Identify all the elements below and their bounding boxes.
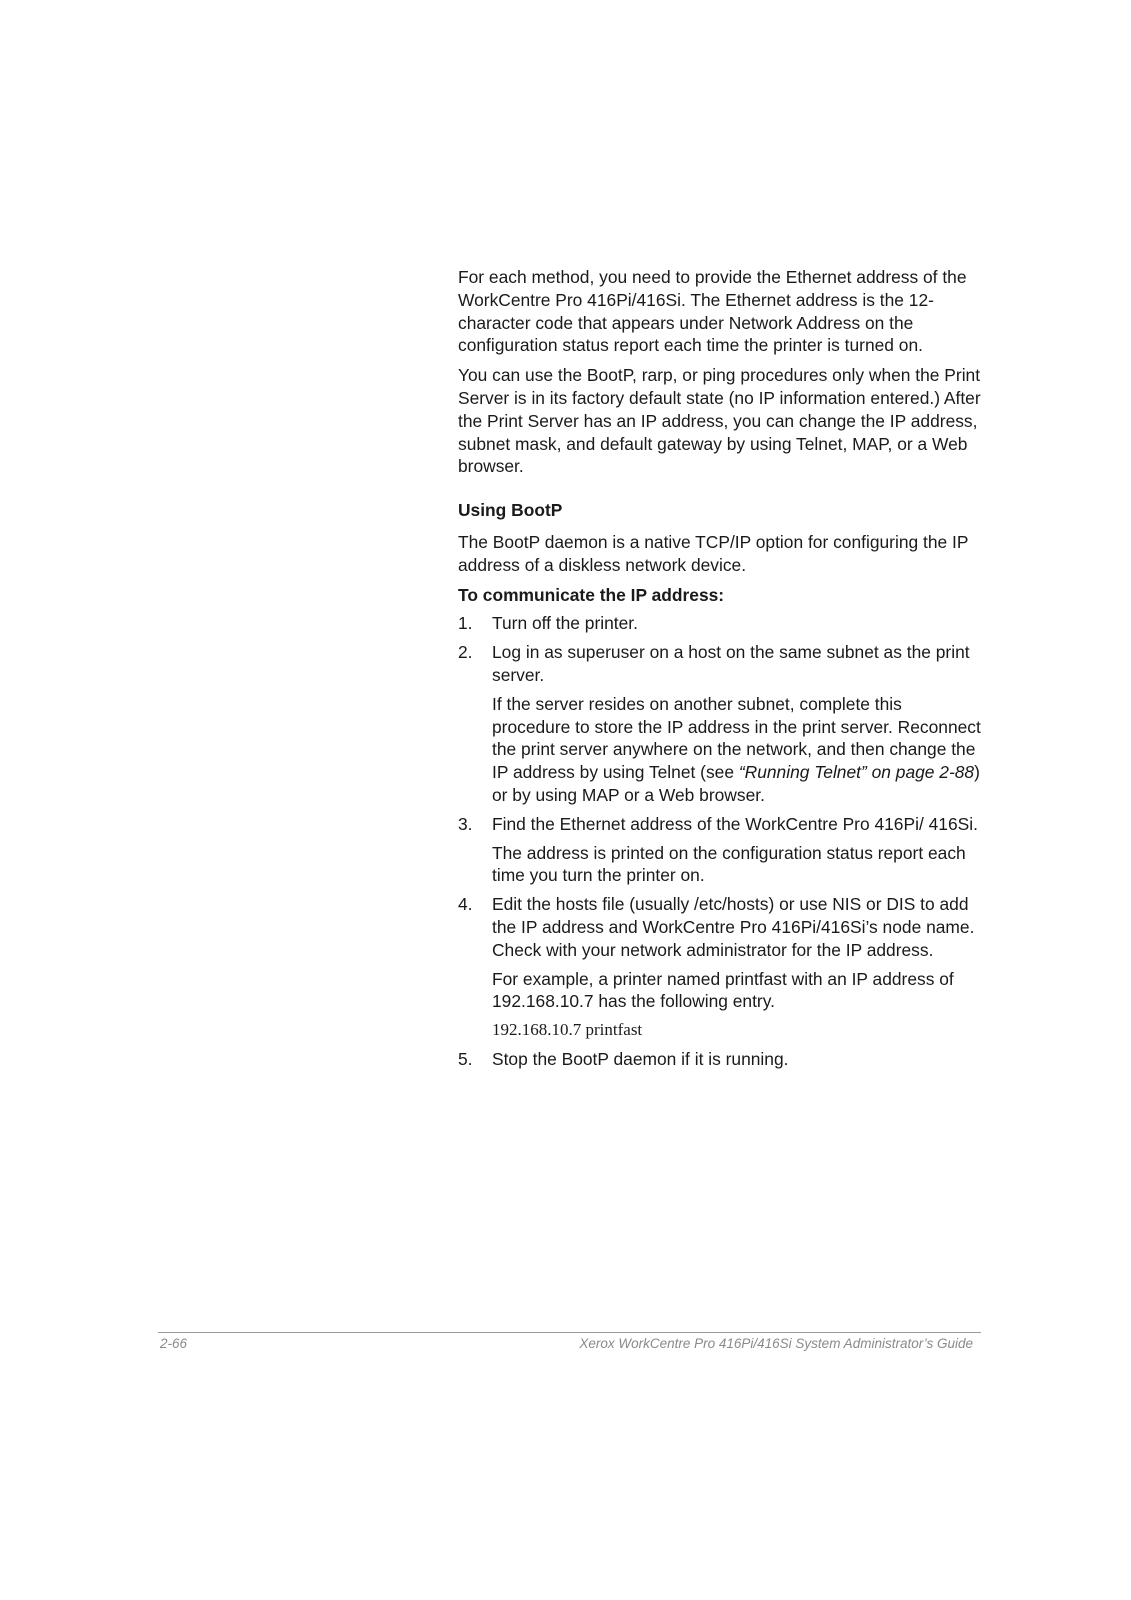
step-item (458, 813, 983, 887)
step-note-text: If the server resides on another subnet, complete this procedure to store the IP address in the print server. Reconnect the print server anywhere on the network, and then change the IP address by using Telnet (see (492, 693, 981, 783)
section-heading: Using BootP (458, 500, 563, 521)
step-number: 1. (458, 613, 473, 634)
step-item (458, 1048, 983, 1071)
procedure-title: To communicate the IP address: (458, 584, 725, 605)
step-text: Log in as superuser on a host on the same subnet as the print server. (492, 642, 970, 685)
step-note: The address is printed on the configuration status report each time you turn the printer on. (492, 842, 966, 886)
step-text: Edit the hosts file (usually /etc/hosts) or use NIS or DIS to add the IP address and WorkCentre Pro 416Pi/416Si’s node name. Check with your network administrator for the IP address. (492, 894, 975, 960)
step-item (458, 612, 983, 635)
step-item (458, 641, 983, 807)
step-number: 4. (458, 894, 473, 915)
step-number: 3. (458, 813, 473, 834)
main-content (458, 266, 983, 1077)
step-text: Find the Ethernet address of the WorkCentre Pro 416Pi/ 416Si. (492, 813, 978, 834)
footer-divider (158, 1332, 981, 1333)
step-note-text: ) or by using MAP or a Web browser. (492, 762, 980, 805)
step-text: Turn off the printer. (492, 613, 638, 634)
cross-reference-link[interactable]: “Running Telnet” on page 2-88 (738, 762, 975, 783)
step-item (458, 893, 983, 1042)
section-description: The BootP daemon is a native TCP/IP option for configuring the IP address of a diskless network device. (458, 531, 969, 575)
step-number: 2. (458, 642, 473, 663)
page-number: 2-66 (160, 1336, 188, 1351)
procedure-steps (458, 612, 983, 1070)
step-note: For example, a printer named printfast with an IP address of 192.168.10.7 has the following entry. (492, 968, 954, 1012)
step-note (492, 693, 983, 807)
step-text: Stop the BootP daemon if it is running. (492, 1048, 789, 1069)
intro-paragraph-bootp-usage: You can use the BootP, rarp, or ping procedures only when the Print Server is in its factory default state (no IP information entered.) After the Print Server has an IP address, you can change the IP address, subnet mask, and default gateway by using Telnet, MAP, or a Web browser. (458, 365, 981, 477)
guide-title: Xerox WorkCentre Pro 416Pi/416Si System Administrator’s Guide (579, 1336, 973, 1351)
intro-paragraph-ethernet: For each method, you need to provide the Ethernet address of the WorkCentre Pro 416Pi/416Si. The Ethernet address is the 12-character code that appears under Network Address on the configuration status report each time the printer is turned on. (458, 267, 967, 356)
hosts-entry-example: 192.168.10.7 printfast (492, 1020, 643, 1040)
step-number: 5. (458, 1048, 473, 1069)
